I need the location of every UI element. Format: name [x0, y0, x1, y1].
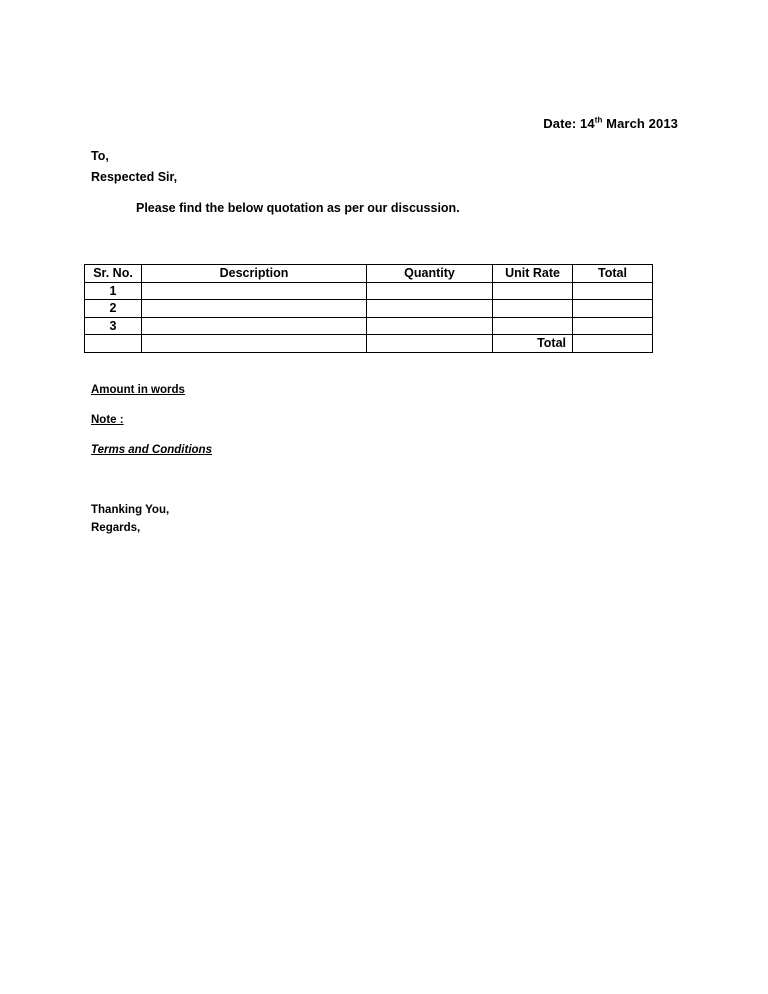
cell-quantity — [367, 282, 493, 300]
cell-unit-rate — [493, 317, 573, 335]
quotation-table — [84, 264, 653, 353]
table-header-row — [85, 265, 653, 283]
cell-description — [142, 282, 367, 300]
cell-sr-no: 3 — [85, 317, 142, 335]
cell-empty — [85, 335, 142, 353]
header-description: Description — [142, 265, 367, 283]
table-row — [85, 317, 653, 335]
recipient-to: To, — [91, 149, 109, 163]
date-superscript: th — [594, 115, 603, 125]
cell-total — [573, 282, 653, 300]
cell-sr-no: 2 — [85, 300, 142, 318]
grand-total-value — [573, 335, 653, 353]
table-row — [85, 300, 653, 318]
amount-in-words-heading: Amount in words — [91, 384, 185, 396]
date-suffix: March 2013 — [602, 116, 678, 131]
table-total-row — [85, 335, 653, 353]
cell-sr-no: 1 — [85, 282, 142, 300]
cell-unit-rate — [493, 282, 573, 300]
table-row — [85, 282, 653, 300]
header-total: Total — [573, 265, 653, 283]
cell-total — [573, 300, 653, 318]
header-unit-rate: Unit Rate — [493, 265, 573, 283]
cell-unit-rate — [493, 300, 573, 318]
total-label: Total — [493, 335, 573, 353]
cell-description — [142, 300, 367, 318]
date-prefix: Date: 14 — [543, 116, 595, 131]
closing-regards: Regards, — [91, 522, 141, 534]
note-heading: Note : — [91, 414, 124, 426]
cell-quantity — [367, 317, 493, 335]
recipient-salutation: Respected Sir, — [91, 170, 178, 184]
cell-quantity — [367, 300, 493, 318]
cell-empty — [142, 335, 367, 353]
intro-text: Please find the below quotation as per our discussion. — [136, 201, 460, 215]
closing-thanks: Thanking You, — [91, 504, 170, 516]
cell-total — [573, 317, 653, 335]
date-line — [543, 116, 678, 131]
header-quantity: Quantity — [367, 265, 493, 283]
cell-description — [142, 317, 367, 335]
terms-heading: Terms and Conditions — [91, 444, 212, 456]
header-sr-no: Sr. No. — [85, 265, 142, 283]
cell-empty — [367, 335, 493, 353]
